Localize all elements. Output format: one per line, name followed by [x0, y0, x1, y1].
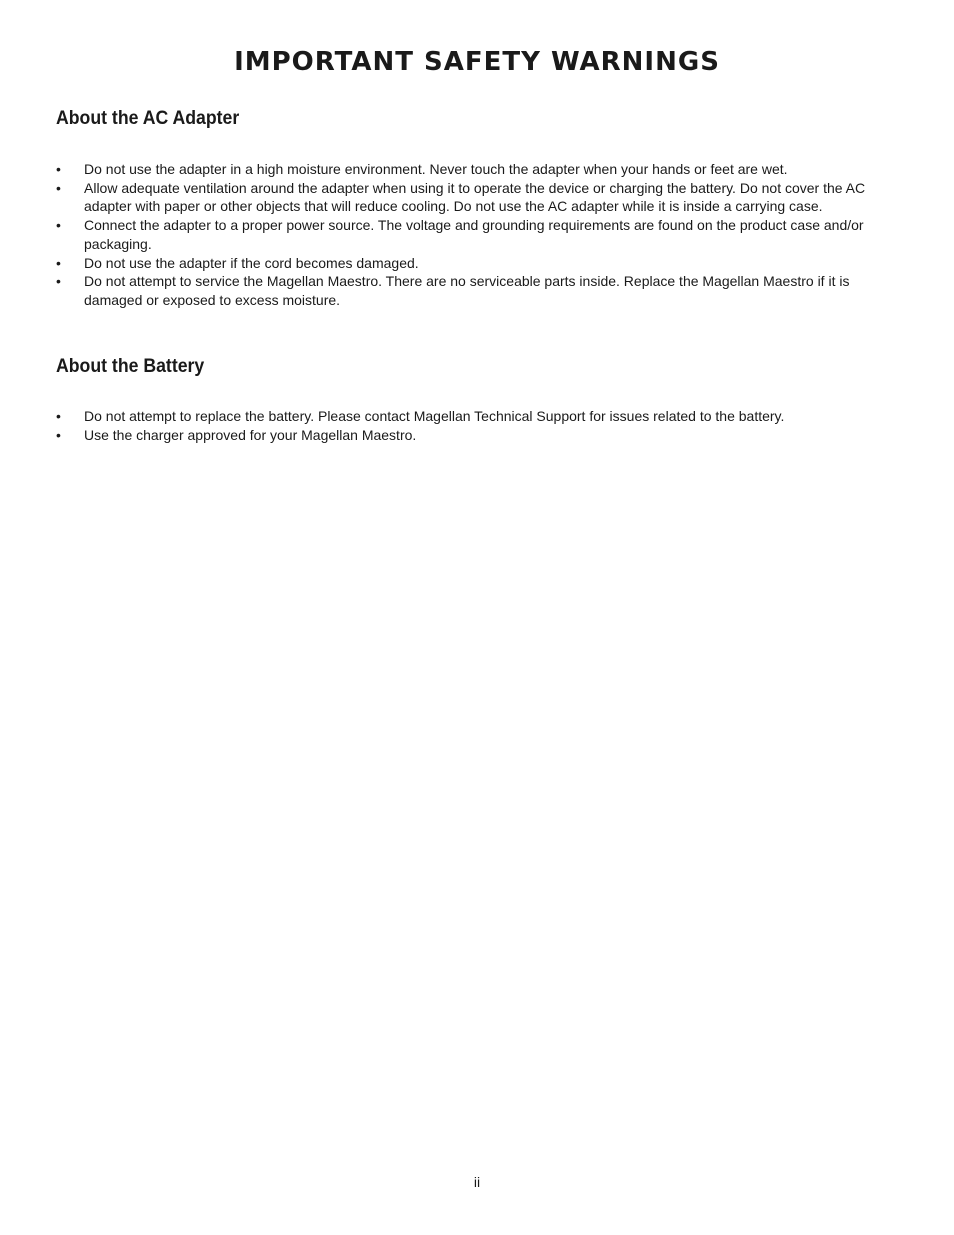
- bullet-icon: •: [56, 408, 61, 424]
- section-heading-ac-adapter: About the AC Adapter: [56, 108, 240, 129]
- list-item-text: Do not use the adapter if the cord becomes damaged.: [84, 254, 419, 271]
- list-item-text: Connect the adapter to a proper power source. The voltage and grounding requirements are found on the product case and/or packaging.: [84, 217, 864, 252]
- ac-adapter-warning-list: [56, 160, 901, 310]
- list-item: [56, 160, 901, 179]
- list-item: [56, 407, 901, 426]
- list-item-text: Use the charger approved for your Magellan Maestro.: [84, 426, 417, 443]
- list-item: [56, 179, 901, 216]
- bullet-icon: •: [56, 254, 61, 271]
- list-item: [56, 254, 901, 273]
- page-title: IMPORTANT SAFETY WARNINGS: [234, 47, 720, 77]
- bullet-icon: •: [56, 161, 61, 177]
- section-battery: [56, 355, 901, 444]
- bullet-icon: •: [56, 217, 61, 234]
- section-heading-battery: About the Battery: [56, 356, 205, 377]
- list-item: [56, 216, 901, 253]
- bullet-icon: •: [56, 179, 61, 196]
- list-item-text: Do not use the adapter in a high moisture environment. Never touch the adapter when your hands or feet are wet.: [84, 161, 788, 177]
- section-ac-adapter: [56, 107, 901, 310]
- list-item-text: Do not attempt to service the Magellan Maestro. There are no serviceable parts inside. Replace the Magellan Maestro if it is damaged or exposed to excess moisture.: [84, 273, 850, 308]
- page-number: ii: [473, 1174, 481, 1190]
- battery-warning-list: [56, 407, 901, 444]
- bullet-icon: •: [56, 273, 61, 290]
- list-item-text: Allow adequate ventilation around the adapter when using it to operate the device or charging the battery. Do not cover the AC adapter with paper or other objects that will reduce cooling. Do not use the AC adapter while it is inside a carrying case.: [84, 179, 866, 215]
- list-item: [56, 426, 901, 445]
- list-item-text: Do not attempt to replace the battery. Please contact Magellan Technical Support for issues related to the battery.: [84, 408, 785, 424]
- bullet-icon: •: [56, 426, 61, 443]
- list-item: [56, 272, 901, 309]
